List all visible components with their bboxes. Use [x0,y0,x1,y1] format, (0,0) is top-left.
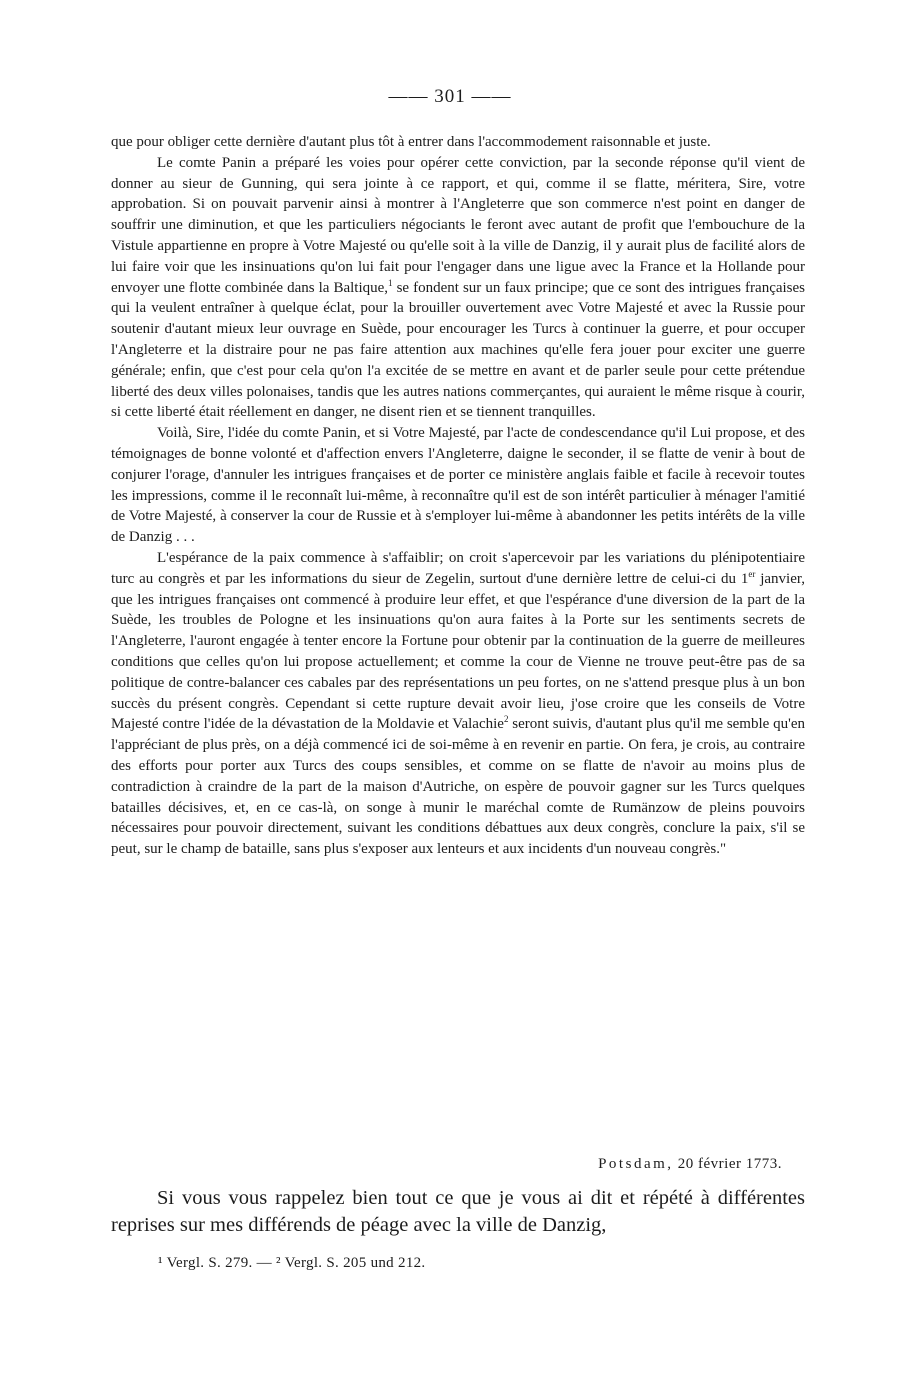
superscript-er: er [748,568,756,579]
paragraph-continuation: que pour obliger cette dernière d'autant plus tôt à entrer dans l'accommodement raisonnable et juste. [111,134,711,150]
main-text [111,132,805,860]
paragraph-text: L'espérance de la paix commence à s'affaiblir; on croit s'apercevoir par les variations du plénipotentiaire turc au congrès et par les informations du sieur de Zegelin, surtout d'une dernière lettre de celui-ci du 1 [111,549,805,587]
footnote-ref-1: 1 [388,277,393,288]
paragraph-panin-conviction [111,153,805,423]
letter-opening [111,1185,805,1239]
paragraph-panin-idea: Voilà, Sire, l'idée du comte Panin, et si Votre Majesté, par l'acte de condescendance qu'il Lui propose, et des témoignages de bonne volonté et d'affection envers l'Angleterre, daigne le seconder, il se flatte de venir à bout de conjurer l'orage, d'annuler les intrigues françaises et de porter ce ministère anglais faible et facile à recevoir toutes les impressions, comme il le reconnaît lui-même, à reconnaître qu'il est de son intérêt particulier à ménager l'amitié de Votre Majesté, à conserver la cour de Russie et à s'employer lui-même à abandonner les petits intérêts de la ville de Danzig . . . [111,425,805,546]
paragraph-text: seront suivis, d'autant plus qu'il me semble qu'en l'appréciant de plus près, on a déjà commencé ici de soi-même à en revenir en partie. On fera, je crois, au contraire des efforts pour porter aux Turcs des coups sensibles, et comme on se flatte de n'avoir au moins plus de contradiction à craindre de la part de la maison d'Autriche, on espère de pouvoir gagner sur les Turcs quelques batailles décisives, et, en ce cas-là, on songe à munir le maréchal comte de Rumänzow de pleins pouvoirs nécessaires pour pouvoir directement, suivant les conditions débattues aux deux congrès, conclure la paix, s'il se peut, sur le champ de bataille, sans plus s'exposer aux lenteurs et aux incidents d'un nouveau congrès." [111,716,805,858]
footnote-ref-2: 2 [503,714,509,725]
paragraph-text: janvier, que les intrigues françaises ont commencé à produire leur effet, et que l'espérance d'une diversion de la part de la Suède, les troubles de Pologne et les insinuations qu'on aura faites à la Porte sur les sentiments secrets de l'Angleterre, l'auront engagée à tenter encore la Fortune pour obtenir par la continuation de la guerre de meilleures conditions que celles qu'on lui propose actuellement; et comme la cour de Vienne ne trouve peut-être pas de sa politique de contre-balancer ces cabales par des représentations un peu fortes, on ne s'attend presque plus à un bon succès du présent congrès. Cependant si cette rupture devait avoir lieu, j'ose croire que les conseils de Votre Majesté contre l'idée de la dévastation de la Moldavie et Valachie [111,570,806,733]
paragraph-text: se fondent sur un faux principe; que ce sont des intrigues françaises qui la veulent entraîner à quelque éclat, pour la brouiller ouvertement avec Votre Majesté et avec la Russie pour soutenir d'autant mieux leur ouvrage en Suède, pour encourager les Turcs à continuer la guerre, et pour occuper l'Angleterre et la distraire pour ne pas faire attention aux machines qu'elle fera jouer pour exciter une guerre générale; enfin, que c'est pour cela qu'on l'a excitée de se mettre en avant et de parler seule pour cette prétendue liberté des deux villes polonaises, tandis que les autres nations commerçantes, qui auraient le même risque à courir, si cette liberté était réellement en danger, ne disent rien et se tiennent tranquilles. [111,279,806,421]
date-place: Potsdam, [598,1156,674,1172]
date-line [598,1156,782,1173]
page-number: —— 301 —— [388,86,512,107]
footnotes: ¹ Vergl. S. 279. — ² Vergl. S. 205 und 212. [158,1255,426,1271]
paragraph-text: Le comte Panin a préparé les voies pour opérer cette conviction, par la seconde réponse qu'il vient de donner au sieur de Gunning, qui sera jointe à ce rapport, et qui, comme il se flatte, méritera, Sire, votre approbation. Si on pouvait parvenir ainsi à montrer à l'Angleterre que son commerce n'est point en danger de souffrir une diminution, et que les particuliers négociants le feront avec autant de profit que l'embouchure de la Vistule appartienne en propre à Votre Majesté ou qu'elle soit à la ville de Danzig, il y aurait plus de facilité alors de lui faire voir que les insinuations qu'on lui fait pour l'engager dans une ligue avec la France et la Hollande pour envoyer une flotte combinée dans la Baltique, [111,154,805,296]
date-value: 20 février 1773. [673,1156,782,1172]
paragraph-peace-hope [111,548,805,860]
letter-opening-text: Si vous vous rappelez bien tout ce que je vous ai dit et répété à différentes reprises sur mes différends de péage avec la ville de Danzig, [111,1187,805,1236]
